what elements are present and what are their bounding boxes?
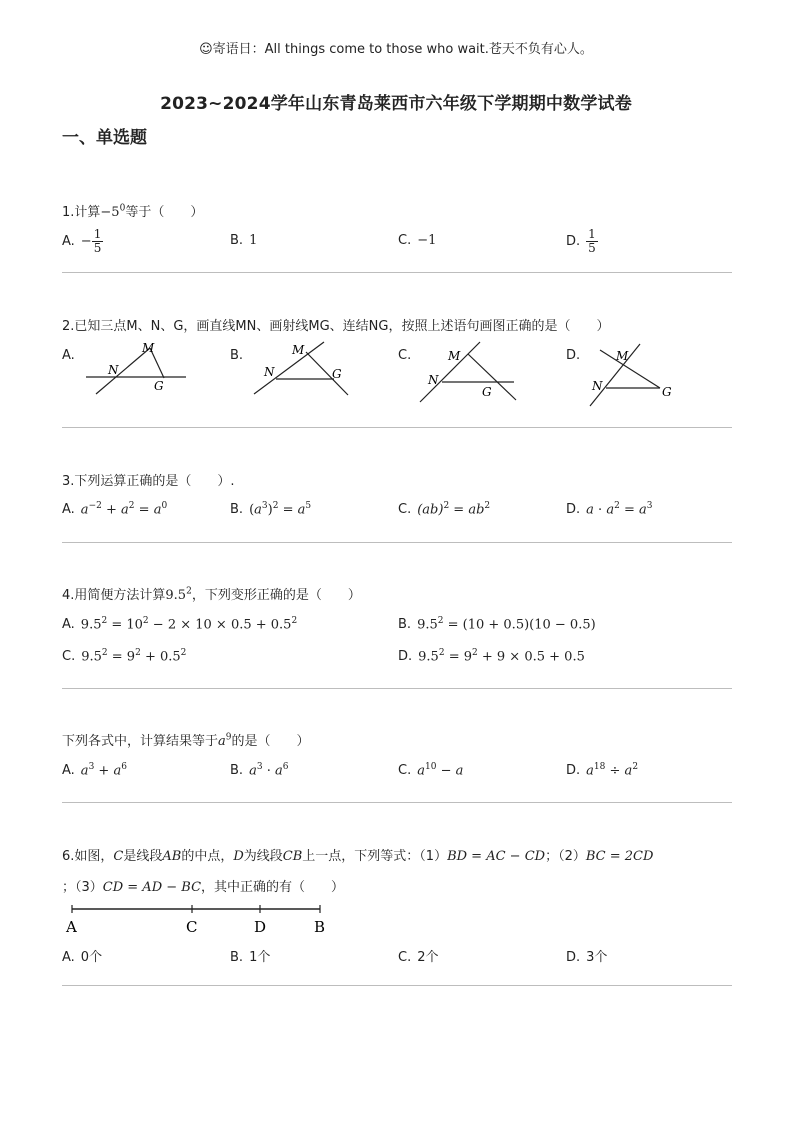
label-n: N: [108, 363, 119, 377]
label-d: D: [254, 918, 267, 936]
label-m: M: [448, 349, 461, 363]
question-6-option-d[interactable]: D. 3个: [566, 950, 608, 965]
figure-option-b: [250, 338, 360, 398]
question-4-option-b[interactable]: B. $9.5^2 = (10 + 0.5)(10 - 0.5)$: [398, 616, 596, 633]
divider: [62, 802, 732, 803]
label-n: N: [428, 373, 439, 387]
divider: [62, 985, 732, 986]
question-5-stem: 下列各式中，计算结果等于$a^9$的是（ ）: [62, 732, 310, 749]
figure-option-d: [586, 338, 696, 410]
motto: ☺寄语日：All things come to those who wait.苍天不负有心人。: [199, 42, 593, 57]
label-m: M: [616, 349, 629, 363]
label-n: N: [264, 365, 275, 379]
figure-option-c: [418, 338, 528, 408]
fraction: $\frac{1}{5}$: [93, 227, 102, 255]
page-title: 2023~2024学年山东青岛莱西市六年级下学期期中数学试卷: [160, 94, 632, 114]
fraction: $\frac{1}{5}$: [588, 227, 596, 255]
question-2-option-d[interactable]: D.: [566, 348, 581, 363]
question-5-option-c[interactable]: C. $a^{10} - a$: [398, 762, 464, 779]
question-6-option-b[interactable]: B. 1个: [230, 950, 271, 965]
question-6-stem-line-1: 6.如图，C是线段AB的中点，D为线段CB上一点，下列等式：（1）BD = AC − CD；（2）BC = 2CD: [62, 849, 654, 864]
divider: [62, 542, 732, 543]
question-6-option-a[interactable]: A. 0个: [62, 950, 103, 965]
question-2-option-b[interactable]: B.: [230, 348, 244, 363]
question-5-option-a[interactable]: A. $a^3 + a^6$: [62, 762, 127, 779]
question-6-option-c[interactable]: C. 2个: [398, 950, 439, 965]
question-1-option-c[interactable]: C. −1: [398, 233, 437, 248]
question-5-option-b[interactable]: B. $a^3 \cdot a^6$: [230, 762, 289, 779]
question-2-stem: 2.已知三点M、N、G，画直线MN、画射线MG、连结NG，按照上述语句画图正确的是（ ）: [62, 319, 610, 334]
question-1-option-b[interactable]: B. 1: [230, 233, 258, 248]
segment-figure: [62, 900, 342, 940]
question-3-option-a[interactable]: A. $a^{-2} + a^2 = a^0$: [62, 501, 168, 518]
label-g: G: [662, 385, 672, 399]
question-3-option-b[interactable]: B. $(a^3)^2 = a^5$: [230, 501, 312, 518]
question-4-stem: 4.用简便方法计算$9.5^2$，下列变形正确的是（ ）: [62, 586, 361, 603]
question-2-option-a[interactable]: A.: [62, 348, 75, 363]
label-g: G: [154, 379, 164, 393]
question-3-option-c[interactable]: C. $(ab)^2 = ab^2$: [398, 501, 491, 518]
question-1-stem: 1.计算$-5^0$等于（ ）: [62, 203, 204, 220]
label-g: G: [332, 367, 342, 381]
question-5-option-d[interactable]: D. $a^{18} \div a^2$: [566, 762, 639, 779]
divider: [62, 427, 732, 428]
figure-option-a: [84, 338, 194, 398]
question-2-option-c[interactable]: C.: [398, 348, 412, 363]
question-4-option-c[interactable]: C. $9.5^2 = 9^2 + 0.5^2$: [62, 648, 187, 665]
section-heading: 一、单选题: [62, 128, 147, 148]
label-c: C: [186, 918, 198, 936]
question-4-option-a[interactable]: A. $9.5^2 = 10^2 - 2 \times 10 \times 0.5 + 0.5^2$: [62, 616, 298, 633]
divider: [62, 688, 732, 689]
question-3-option-d[interactable]: D. $a \cdot a^2 = a^3$: [566, 501, 653, 518]
question-6-stem-line-2: ；（3）CD = AD − BC，其中正确的有（ ）: [62, 880, 345, 895]
label-b: B: [314, 918, 326, 936]
label-n: N: [592, 379, 603, 393]
question-4-option-d[interactable]: D. $9.5^2 = 9^2 + 9 \times 0.5 + 0.5$: [398, 648, 585, 665]
divider: [62, 272, 732, 273]
label-g: G: [482, 385, 492, 399]
question-1-option-d[interactable]: D. $\frac{1}{5}$: [566, 227, 596, 255]
label-m: M: [142, 341, 155, 355]
question-1-option-a[interactable]: A. − $\frac{1}{5}$: [62, 227, 102, 255]
label-a: A: [66, 918, 77, 936]
label-m: M: [292, 343, 305, 357]
question-3-stem: 3.下列运算正确的是（ ）.: [62, 474, 235, 489]
